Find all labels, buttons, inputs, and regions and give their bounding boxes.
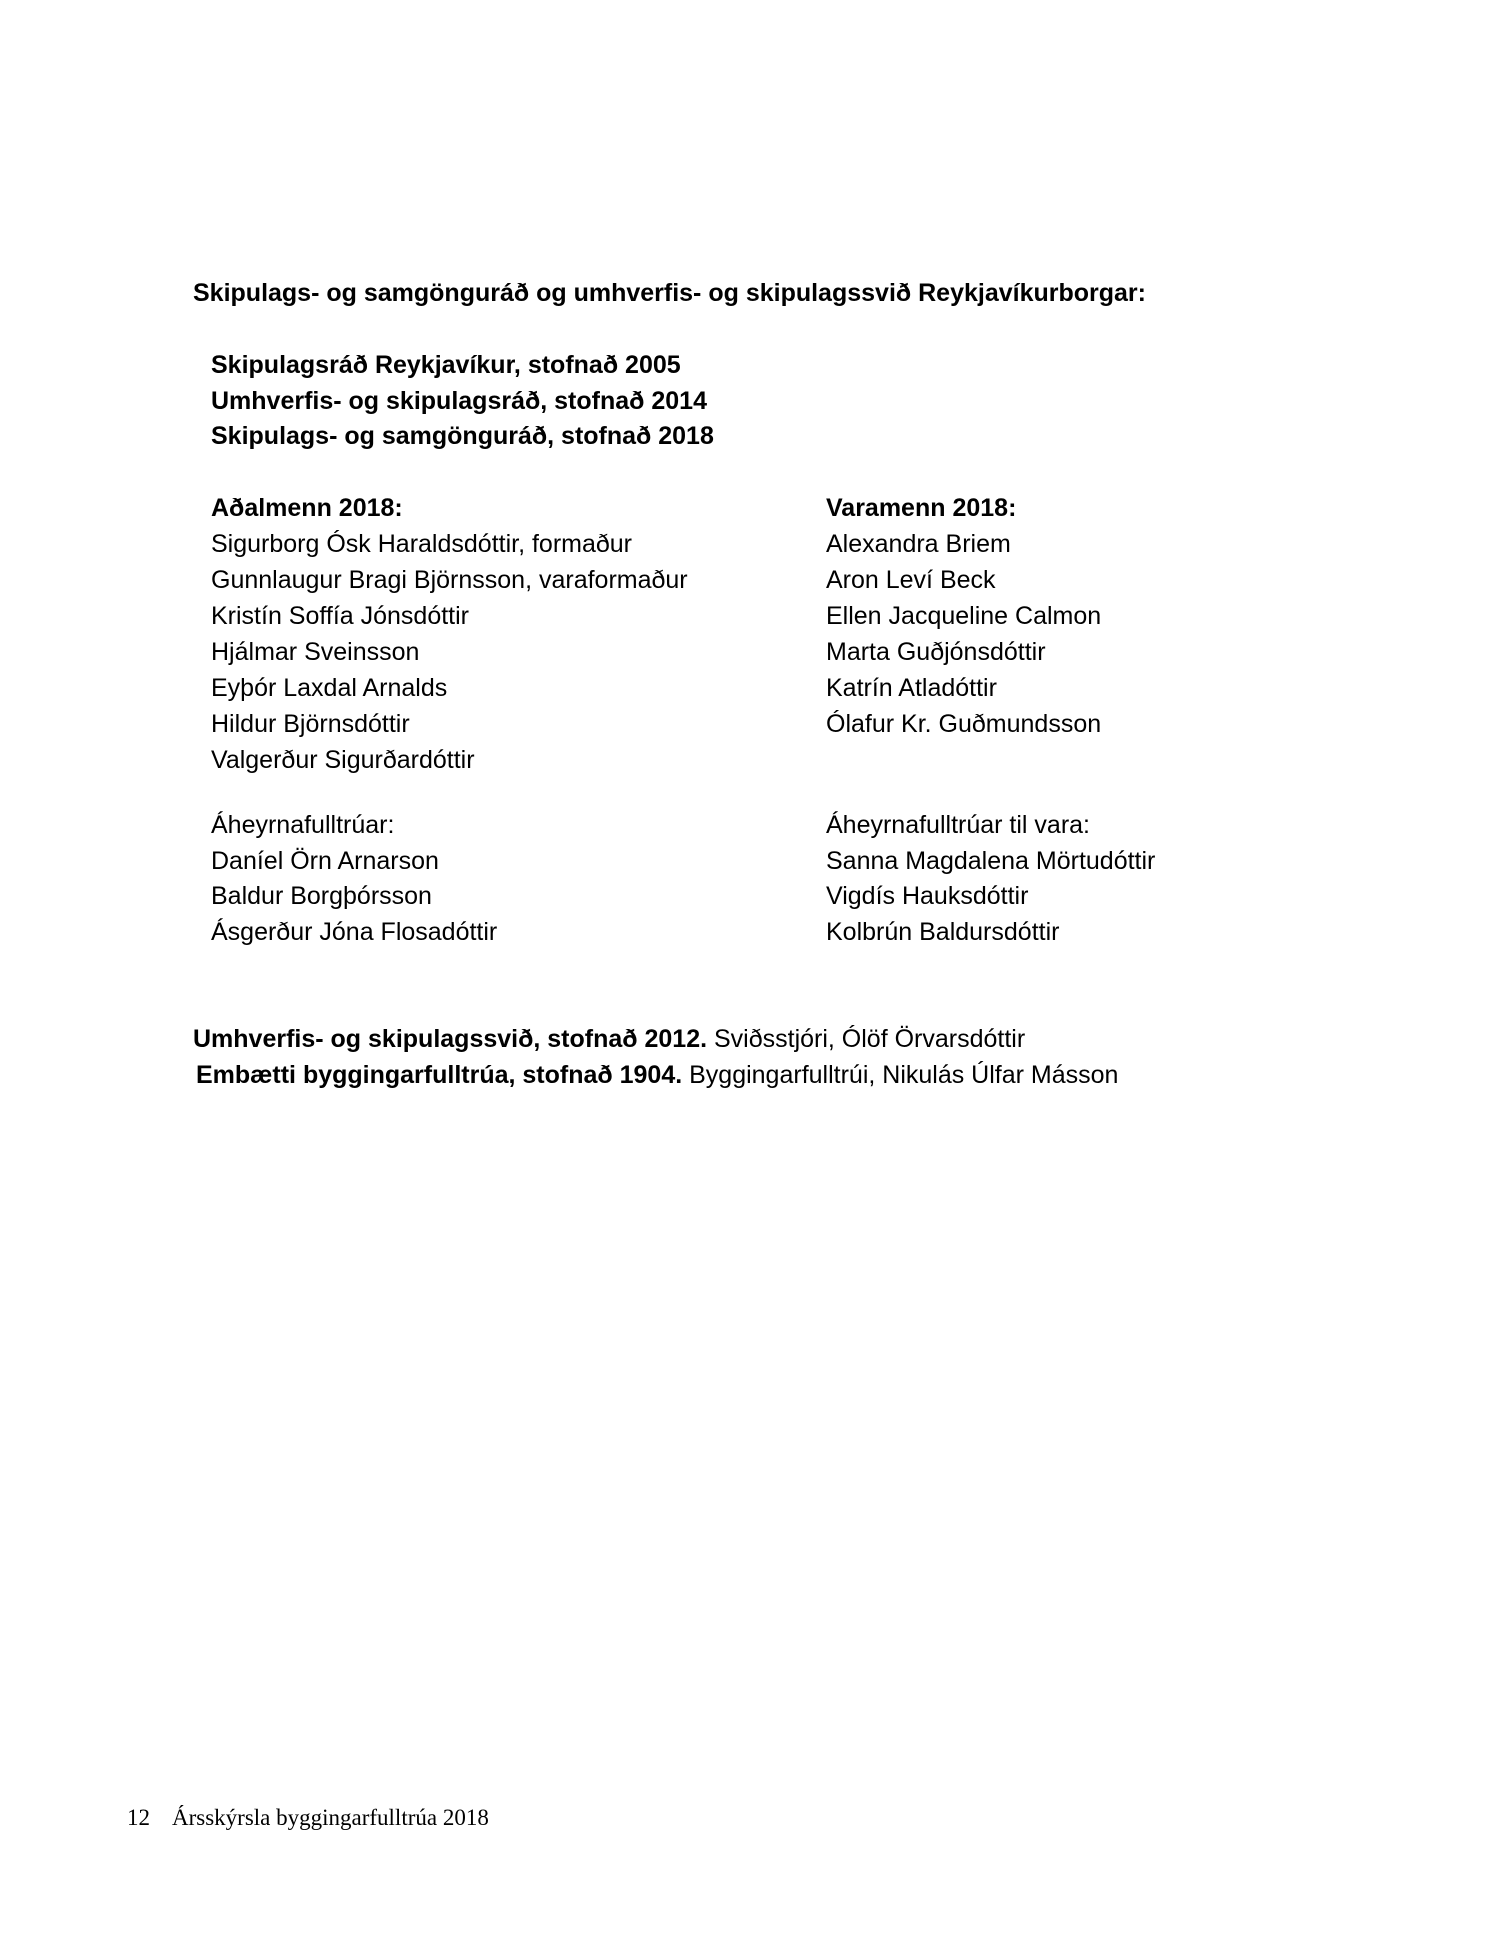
department-head: Byggingarfulltrúi, Nikulás Úlfar Másson [682, 1061, 1119, 1089]
member-name: Valgerður Sigurðardóttir [211, 746, 475, 774]
member-name: Gunnlaugur Bragi Björnsson, varaformaður [211, 566, 688, 594]
alternate-name: Ellen Jacqueline Calmon [826, 602, 1102, 630]
alternates-list [826, 490, 1101, 742]
member-name: Kristín Soffía Jónsdóttir [211, 602, 469, 630]
alternate-name: Aron Leví Beck [826, 566, 996, 594]
observer-name: Daníel Örn Arnarson [211, 846, 439, 875]
department-name: Embætti byggingarfulltrúa, stofnað 1904. [196, 1061, 683, 1089]
alternate-name: Marta Guðjónsdóttir [826, 638, 1046, 666]
alternate-name: Katrín Atladóttir [826, 674, 997, 702]
footer-title: Ársskýrsla byggingarfulltrúa 2018 [172, 1805, 489, 1830]
alternate-name: Alexandra Briem [826, 530, 1011, 558]
member-name: Eyþór Laxdal Arnalds [211, 674, 448, 702]
section-heading: Skipulags- og samgönguráð og umhverfis- og skipulagssvið Reykjavíkurborgar: [193, 279, 1146, 307]
department-name: Umhverfis- og skipulagssvið, stofnað 2012. [193, 1025, 708, 1053]
observers-title: Áheyrnafulltrúar: [211, 811, 395, 839]
council-line: Skipulags- og samgönguráð, stofnað 2018 [211, 422, 714, 450]
member-name: Hildur Björnsdóttir [211, 710, 410, 738]
page-footer [127, 1803, 489, 1833]
observer-alternate-name: Vigdís Hauksdóttir [826, 882, 1029, 910]
council-history [211, 348, 714, 455]
observer-alternate-name: Sanna Magdalena Mörtudóttir [826, 846, 1156, 875]
council-line: Umhverfis- og skipulagsráð, stofnað 2014 [211, 386, 707, 415]
observer-name: Baldur Borgþórsson [211, 882, 432, 910]
observer-alternates-list [826, 808, 1155, 950]
member-name: Hjálmar Sveinsson [211, 638, 420, 666]
department-line [196, 1058, 1118, 1092]
member-name: Sigurborg Ósk Haraldsdóttir, formaður [211, 530, 633, 558]
department-head: Sviðsstjóri, Ólöf Örvarsdóttir [707, 1025, 1026, 1053]
department-line [193, 1022, 1025, 1056]
members-list [211, 490, 688, 778]
alternates-title: Varamenn 2018: [826, 494, 1017, 522]
observer-alternate-name: Kolbrún Baldursdóttir [826, 917, 1060, 946]
observers-list [211, 808, 497, 950]
alternate-name: Ólafur Kr. Guðmundsson [826, 710, 1102, 738]
members-title: Aðalmenn 2018: [211, 494, 403, 522]
observer-alternates-title: Áheyrnafulltrúar til vara: [826, 811, 1091, 839]
council-line: Skipulagsráð Reykjavíkur, stofnað 2005 [211, 351, 681, 379]
observer-name: Ásgerður Jóna Flosadóttir [211, 917, 498, 946]
page-number: 12 [127, 1805, 150, 1830]
